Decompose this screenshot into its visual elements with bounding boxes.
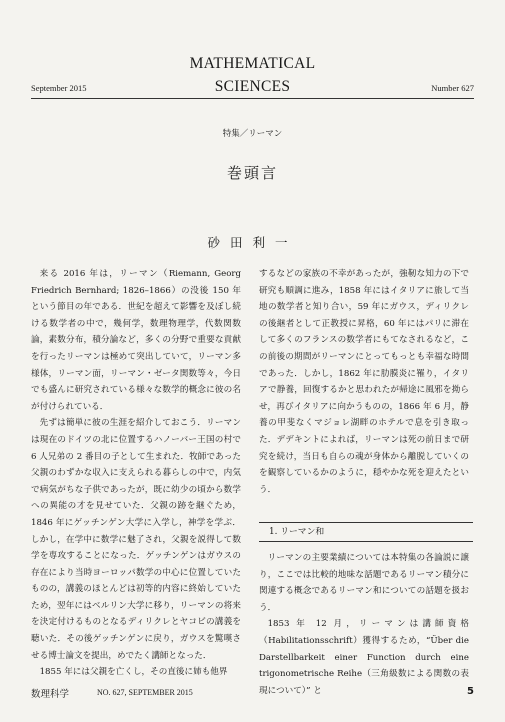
paragraph: 1855 年には父親を亡くし，その直後に姉も他界: [39, 667, 228, 678]
journal-title: [0, 52, 505, 98]
body-column-left: [31, 266, 241, 681]
paragraph: 先ずは簡単に彼の生涯を紹介しておこう．リーマンは現在のドイツの北に位置するハノーバー王国の村で 6 人兄弟の 2 番目の子として生まれた．牧師であった父親のわずかな収入に支えられる暮らしの中で，内気で病気がちな子供であったが，既に幼少の頃から数学への異能の才を見せていた．父親の跡を継ぐため，1846 年にゲッチンゲン大学に入学し，神学を学ぶ．しかし，在学中に数学に魅了され，父親を説得して数学を専攻することになった．ゲッチンゲンはガウスの存在により当時ヨーロッパ数学の中心に位置していたものの，講義のほとんどは初等的内容に終始していたため，翌年にはベルリン大学に移り，リーマンの将来を決定付けるものとなるディリクレとヤコビの講義を聴いた．その後ゲッチンゲンに戻り，ガウスを驚嘆させる博士論文を提出，めでたく講師となった．: [31, 418, 241, 661]
section-body: [259, 550, 469, 699]
paragraph: リーマンの主要業績については本特集の各論説に譲り，ここでは比較的地味な話題であるリーマン積分に関連する概念であるリーマン和についての話題を扱おう．: [259, 553, 469, 613]
body-column-right: [259, 266, 469, 498]
article-title: 巻頭言: [226, 164, 278, 182]
journal-title-line2: SCIENCES: [214, 78, 291, 95]
section-label: 特集／リーマン: [222, 129, 283, 139]
paragraph: 来る 2016 年は，リーマン（Riemann, Georg Friedrich Bernhard; 1826–1866）の没後 150 年という節目の年である．世紀を超えて影響を及ぼし続ける数学者の中で，幾何学，数理物理学，代数関数論，素数分布，積分論など，多くの分野で重要な貢献を行ったリーマンは極めて突出していて，リーマン多様体，リーマン面，リーマン・ゼータ関数等々，今日でも盛んに研究されている様々な数学的概念に彼の名が付けられている．: [31, 269, 241, 412]
footer-issue: NO. 627, SEPTEMBER 2015: [97, 688, 193, 697]
paragraph: するなどの家族の不幸があったが，強靭な知力の下で研究も順調に進み，1858 年にはイタリアに旅して当地の数学者と知り合い，59 年にガウス，ディリクレの後継者として正教授に昇格，60 年にはパリに滞在して多くのフランスの数学者にもてなされるなど，この前後の期間がリーマンにとってもっとも幸福な時間であった．しかし，1862 年に肋膜炎に罹り，イタリアで静養，回復するかと思われたが帰途に風邪を拗らせ，再びイタリアに向かうものの，1866 年 6 月，静養の甲斐なくマジョレ湖畔のホテルで息を引き取った．デデキントによれば，リーマンは死の前日まで研究を続け，当日も自らの魂が身体から離脱していくのを観察しているかのように，穏やかな死を迎えたという．: [259, 269, 469, 495]
author-name: 砂田利一: [207, 235, 298, 250]
issue-date: September 2015: [31, 83, 87, 93]
footer-journal-name: 数理科学: [31, 689, 70, 700]
issue-number: Number 627: [431, 83, 474, 93]
section-heading: 1. リーマン和: [259, 522, 473, 542]
page-number: 5: [467, 686, 474, 697]
header-rule: [31, 98, 474, 99]
paragraph: 1853 年 12 月，リーマンは講師資格（Habilitationsschrift）獲得するため，“Über die Darstellbarkeit einer Function durch eine trigonometrische Reihe（三角級数による関数の表現について）” と: [259, 619, 469, 696]
journal-title-line1: MATHEMATICAL: [189, 55, 316, 72]
